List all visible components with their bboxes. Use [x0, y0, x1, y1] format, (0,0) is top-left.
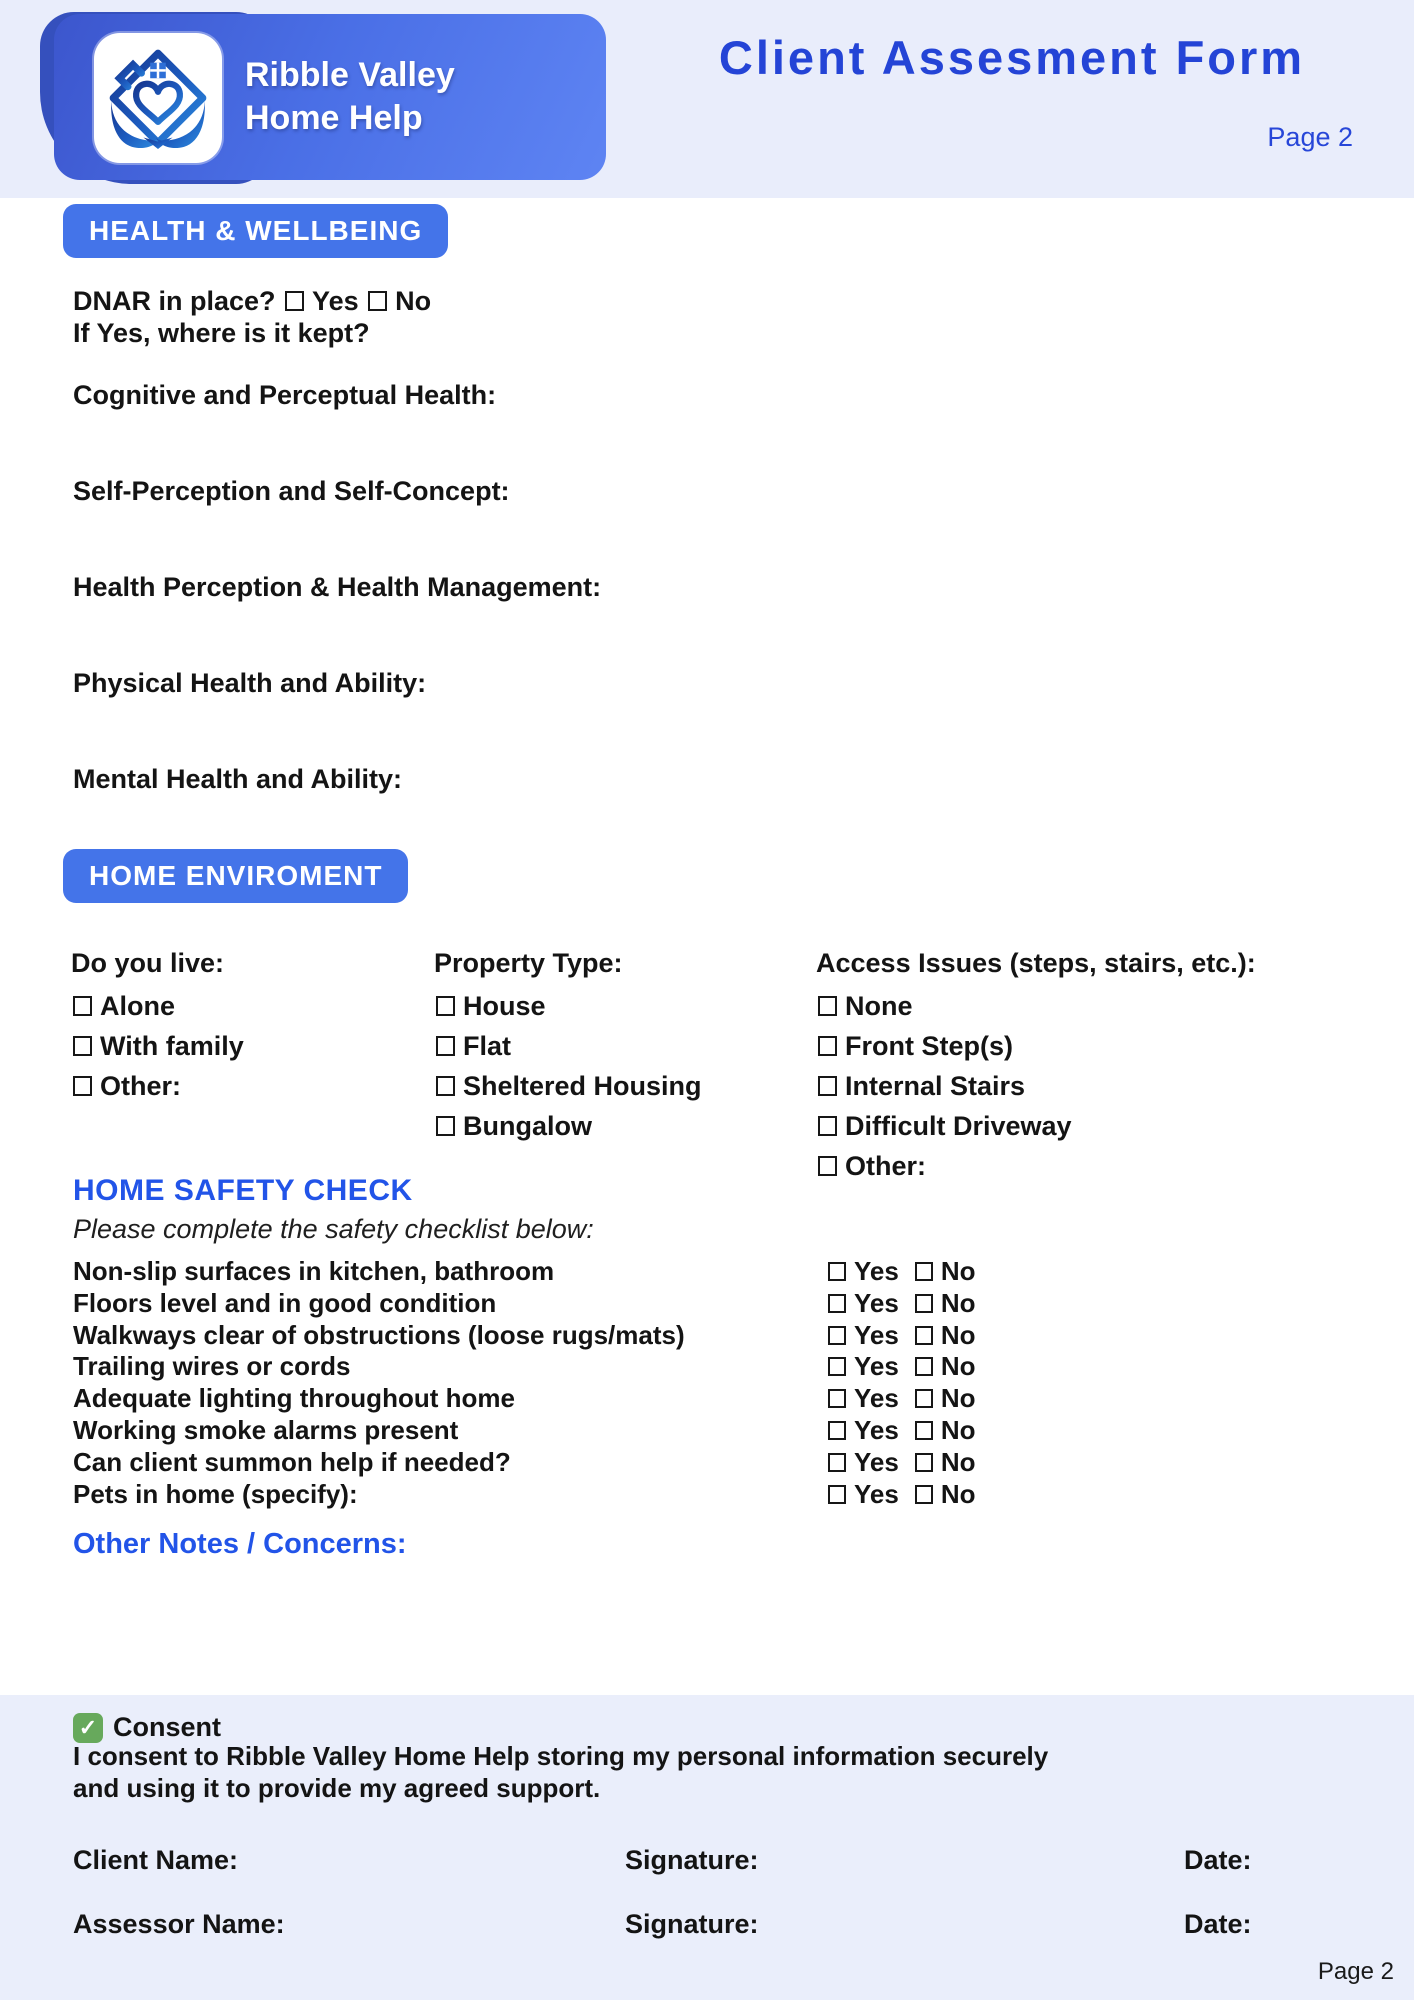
no-checkbox[interactable]	[915, 1389, 933, 1408]
no-label: No	[940, 1478, 976, 1509]
field-label-health-perception: Health Perception & Health Management:	[73, 572, 602, 602]
checklist-item-label: Working smoke alarms present	[73, 1414, 459, 1445]
consent-section	[0, 1695, 1414, 2000]
check-glyph: ✓	[78, 1714, 98, 1740]
footer-page-indicator: Page 2	[1317, 1958, 1394, 1985]
column-property-type	[434, 945, 702, 1146]
form-title: Client Assesment Form	[718, 31, 1306, 84]
consent-title: Consent	[113, 1712, 221, 1742]
option-label: Internal Stairs	[845, 1071, 1026, 1101]
access-other-checkbox[interactable]	[818, 1156, 837, 1176]
dnar-no-label: No	[395, 286, 432, 316]
option-label: With family	[100, 1031, 244, 1061]
no-checkbox[interactable]	[915, 1453, 933, 1472]
other-notes-label: Other Notes / Concerns:	[73, 1528, 407, 1560]
section-badge-health-wellbeing: HEALTH & WELLBEING	[63, 204, 448, 258]
checklist-row	[73, 1415, 1253, 1447]
field-label-physical-health: Physical Health and Ability:	[73, 668, 427, 698]
no-label: No	[940, 1414, 976, 1445]
no-checkbox[interactable]	[915, 1326, 933, 1345]
no-label: No	[940, 1287, 976, 1318]
dnar-question-row	[73, 285, 431, 317]
checklist-item-label: Pets in home (specify):	[73, 1478, 358, 1509]
checklist-row	[73, 1479, 1253, 1511]
option-label: Front Step(s)	[845, 1031, 1013, 1061]
field-label-mental-health: Mental Health and Ability:	[73, 764, 403, 794]
safety-check-subtitle: Please complete the safety checklist below:	[73, 1214, 594, 1244]
yes-label: Yes	[854, 1351, 899, 1382]
yes-checkbox[interactable]	[828, 1453, 846, 1472]
checklist-row	[73, 1288, 1253, 1320]
yes-checkbox[interactable]	[828, 1262, 846, 1281]
client-name-label: Client Name:	[73, 1845, 239, 1875]
no-label: No	[940, 1446, 976, 1477]
consent-title-row	[73, 1712, 221, 1743]
checklist-row	[73, 1256, 1253, 1288]
option-label: House	[463, 991, 546, 1021]
yes-label: Yes	[854, 1478, 899, 1509]
header	[0, 0, 1414, 198]
option-label: Sheltered Housing	[463, 1071, 702, 1101]
access-none-checkbox[interactable]	[818, 996, 837, 1016]
client-signature-label: Signature:	[625, 1845, 759, 1875]
column-title: Access Issues (steps, stairs, etc.):	[816, 948, 1256, 978]
consent-statement-line2: and using it to provide my agreed support.	[73, 1773, 601, 1803]
no-checkbox[interactable]	[915, 1294, 933, 1313]
yes-label: Yes	[854, 1383, 899, 1414]
option-label: Other:	[100, 1071, 181, 1101]
checklist-item-label: Walkways clear of obstructions (loose rugs/mats)	[73, 1319, 685, 1350]
consent-check-icon	[73, 1713, 103, 1743]
yes-label: Yes	[854, 1256, 899, 1286]
brand-banner	[54, 14, 606, 180]
no-checkbox[interactable]	[915, 1357, 933, 1376]
yes-label: Yes	[854, 1414, 899, 1445]
column-access-issues	[816, 945, 1256, 1186]
checklist-row	[73, 1320, 1253, 1352]
yes-label: Yes	[854, 1319, 899, 1350]
checklist-item-label: Non-slip surfaces in kitchen, bathroom	[73, 1256, 555, 1286]
access-difficult-driveway-checkbox[interactable]	[818, 1116, 837, 1136]
dnar-yes-checkbox[interactable]	[285, 291, 304, 311]
yes-label: Yes	[854, 1287, 899, 1318]
option-label: Bungalow	[463, 1111, 592, 1141]
no-checkbox[interactable]	[915, 1485, 933, 1504]
live-with-family-checkbox[interactable]	[73, 1036, 92, 1056]
property-sheltered-checkbox[interactable]	[436, 1076, 455, 1096]
dnar-yes-label: Yes	[312, 286, 359, 316]
field-label-cognitive-health: Cognitive and Perceptual Health:	[73, 380, 497, 410]
no-checkbox[interactable]	[915, 1421, 933, 1440]
assessor-date-label: Date:	[1184, 1909, 1252, 1939]
access-internal-stairs-checkbox[interactable]	[818, 1076, 837, 1096]
brand-name	[245, 14, 455, 180]
option-label: None	[845, 991, 913, 1021]
checklist-item-label: Floors level and in good condition	[73, 1287, 497, 1318]
yes-checkbox[interactable]	[828, 1294, 846, 1313]
checklist-item-label: Can client summon help if needed?	[73, 1446, 511, 1477]
live-alone-checkbox[interactable]	[73, 996, 92, 1016]
yes-checkbox[interactable]	[828, 1357, 846, 1376]
client-date-label: Date:	[1184, 1845, 1252, 1875]
assessor-signature-label: Signature:	[625, 1909, 759, 1939]
safety-checklist	[73, 1256, 1253, 1510]
option-label: Difficult Driveway	[845, 1111, 1072, 1141]
yes-label: Yes	[854, 1446, 899, 1477]
brand-line1: Ribble Valley	[245, 56, 455, 94]
property-house-checkbox[interactable]	[436, 996, 455, 1016]
column-title: Do you live:	[71, 948, 225, 978]
no-label: No	[940, 1256, 976, 1286]
live-other-checkbox[interactable]	[73, 1076, 92, 1096]
property-flat-checkbox[interactable]	[436, 1036, 455, 1056]
yes-checkbox[interactable]	[828, 1326, 846, 1345]
section-badge-home-environment: HOME ENVIROMENT	[63, 849, 408, 903]
checklist-row	[73, 1447, 1253, 1479]
header-page-indicator: Page 2	[1267, 122, 1353, 152]
dnar-where-label: If Yes, where is it kept?	[73, 318, 370, 348]
property-bungalow-checkbox[interactable]	[436, 1116, 455, 1136]
yes-checkbox[interactable]	[828, 1421, 846, 1440]
no-checkbox[interactable]	[915, 1262, 933, 1281]
no-label: No	[940, 1351, 976, 1382]
assessor-name-label: Assessor Name:	[73, 1909, 285, 1939]
column-title: Property Type:	[434, 948, 623, 978]
column-do-you-live	[71, 945, 244, 1106]
checklist-item-label: Adequate lighting throughout home	[73, 1383, 515, 1414]
option-label: Flat	[463, 1031, 512, 1061]
dnar-no-checkbox[interactable]	[368, 291, 387, 311]
no-label: No	[940, 1319, 976, 1350]
logo-box	[94, 33, 222, 163]
house-heart-hands-logo-icon	[106, 46, 210, 150]
brand-line2: Home Help	[245, 99, 423, 137]
option-label: Other:	[845, 1151, 926, 1181]
option-label: Alone	[100, 991, 176, 1021]
checklist-item-label: Trailing wires or cords	[73, 1351, 351, 1382]
checklist-row	[73, 1351, 1253, 1383]
safety-check-title: HOME SAFETY CHECK	[73, 1174, 413, 1207]
yes-checkbox[interactable]	[828, 1485, 846, 1504]
consent-statement-line1: I consent to Ribble Valley Home Help storing my personal information securely	[73, 1741, 1049, 1771]
checklist-row	[73, 1383, 1253, 1415]
access-front-step-checkbox[interactable]	[818, 1036, 837, 1056]
dnar-question-label: DNAR in place?	[73, 286, 276, 316]
field-label-self-perception: Self-Perception and Self-Concept:	[73, 476, 510, 506]
yes-checkbox[interactable]	[828, 1389, 846, 1408]
no-label: No	[940, 1383, 976, 1414]
